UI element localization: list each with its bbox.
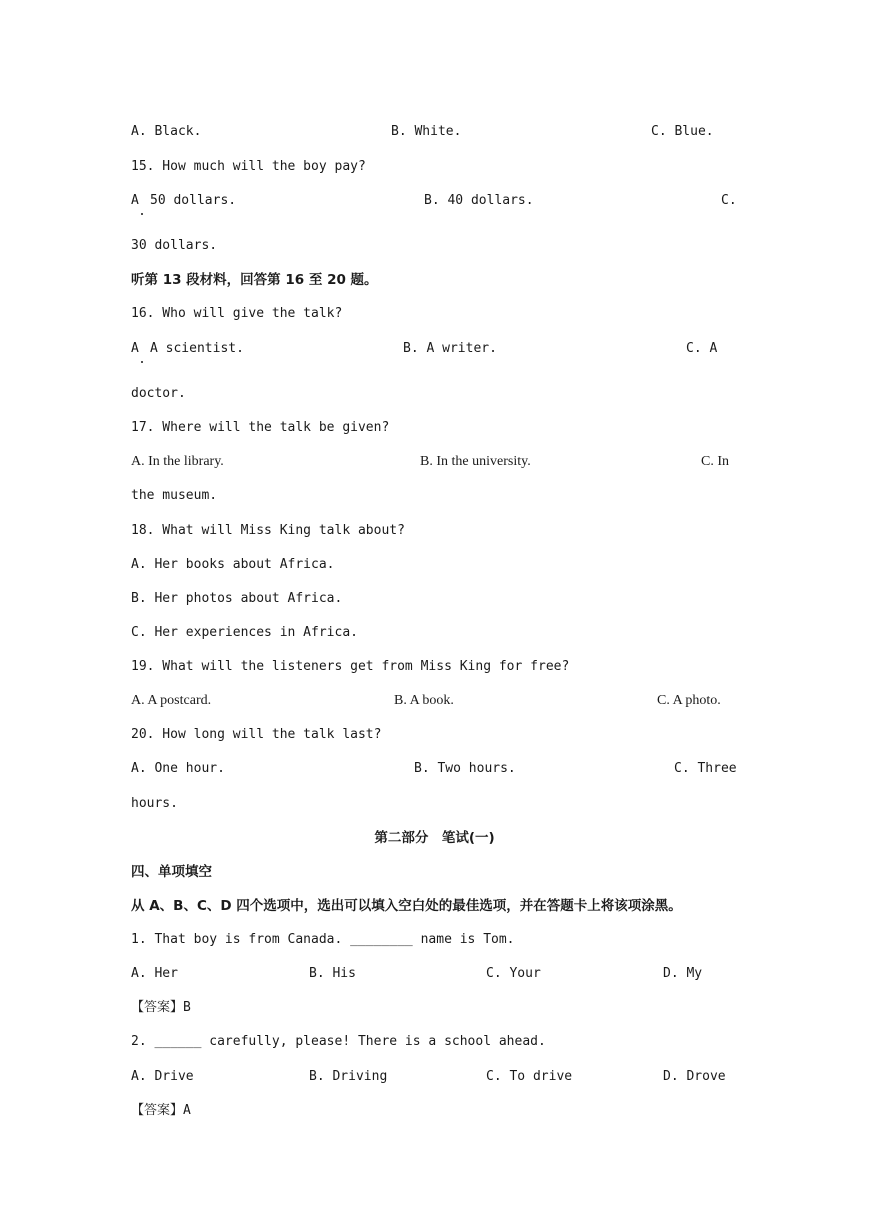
mc1-option-a: A. Her (131, 966, 178, 981)
q19-option-a: A. A postcard. (131, 693, 212, 708)
q15-option-b: B. 40 dollars. (424, 193, 534, 208)
q20-option-c-head: C. Three (674, 761, 737, 776)
q14-option-b: B. White. (391, 124, 462, 139)
mc2-option-c: C. To drive (486, 1069, 573, 1084)
q19-option-b: B. A book. (394, 693, 454, 708)
q17-option-c-tail: the museum. (131, 488, 218, 503)
part2-title: 第二部分 笔试(一) (374, 830, 495, 846)
q18-question: 18. What will Miss King talk about? (131, 523, 405, 538)
q15-option-a-text: 50 dollars. (150, 193, 237, 208)
q17-question: 17. Where will the talk be given? (131, 420, 390, 435)
q15-question: 15. How much will the boy pay? (131, 159, 366, 174)
q20-option-b: B. Two hours. (414, 761, 516, 776)
q14-option-a: A. Black. (131, 124, 202, 139)
mc1-answer-label: 【答案】 (131, 1000, 184, 1015)
q18-option-a: A. Her books about Africa. (131, 557, 335, 572)
mc1-answer (131, 999, 191, 1017)
mc2-option-b: B. Driving (309, 1069, 388, 1084)
section4-instruction: 从 A、B、C、D 四个选项中，选出可以填入空白处的最佳选项，并在答题卡上将该项涂黑。 (131, 898, 682, 914)
q14-option-c: C. Blue. (651, 124, 714, 139)
mc2-option-d: D. Drove (663, 1069, 726, 1084)
mc1-option-d: D. My (663, 966, 703, 981)
q20-question: 20. How long will the talk last? (131, 727, 382, 742)
section13-instruction: 听第 13 段材料，回答第 16 至 20 题。 (131, 272, 378, 288)
q17-option-b: B. In the university. (420, 454, 531, 469)
q15-option-c-letter: C. (721, 193, 737, 208)
q20-option-a: A. One hour. (131, 761, 225, 776)
mc1-question: 1. That boy is from Canada. ________ name is Tom. (131, 932, 515, 947)
q19-option-c: C. A photo. (657, 693, 721, 708)
q16-option-c-head: C. A (686, 341, 718, 356)
q20-option-c-tail: hours. (131, 796, 178, 811)
q15-option-c-text: 30 dollars. (131, 238, 218, 253)
q16-question: 16. Who will give the talk? (131, 306, 343, 321)
mc2-answer-label: 【答案】 (131, 1103, 184, 1118)
q15-option-a-letter: A (131, 193, 139, 208)
mc1-option-c: C. Your (486, 966, 541, 981)
q19-question: 19. What will the listeners get from Miss King for free? (131, 659, 570, 674)
mc2-answer-value: A (183, 1103, 191, 1118)
q16-option-a-letter: A (131, 341, 139, 356)
mc1-option-b: B. His (309, 966, 356, 981)
mc1-answer-value: B (183, 1000, 191, 1015)
q15-option-a-dot (141, 213, 143, 215)
mc2-option-a: A. Drive (131, 1069, 194, 1084)
q18-option-c: C. Her experiences in Africa. (131, 625, 358, 640)
q16-option-a-dot (141, 361, 143, 363)
q18-option-b: B. Her photos about Africa. (131, 591, 343, 606)
q17-option-a: A. In the library. (131, 454, 224, 469)
section4-title: 四、单项填空 (131, 864, 212, 880)
q16-option-c-tail: doctor. (131, 386, 186, 401)
q17-option-c-head: C. In (701, 454, 729, 469)
mc2-answer (131, 1102, 191, 1120)
q16-option-b: B. A writer. (403, 341, 497, 356)
mc2-question: 2. ______ carefully, please! There is a school ahead. (131, 1034, 546, 1049)
q16-option-a-text: A scientist. (150, 341, 244, 356)
